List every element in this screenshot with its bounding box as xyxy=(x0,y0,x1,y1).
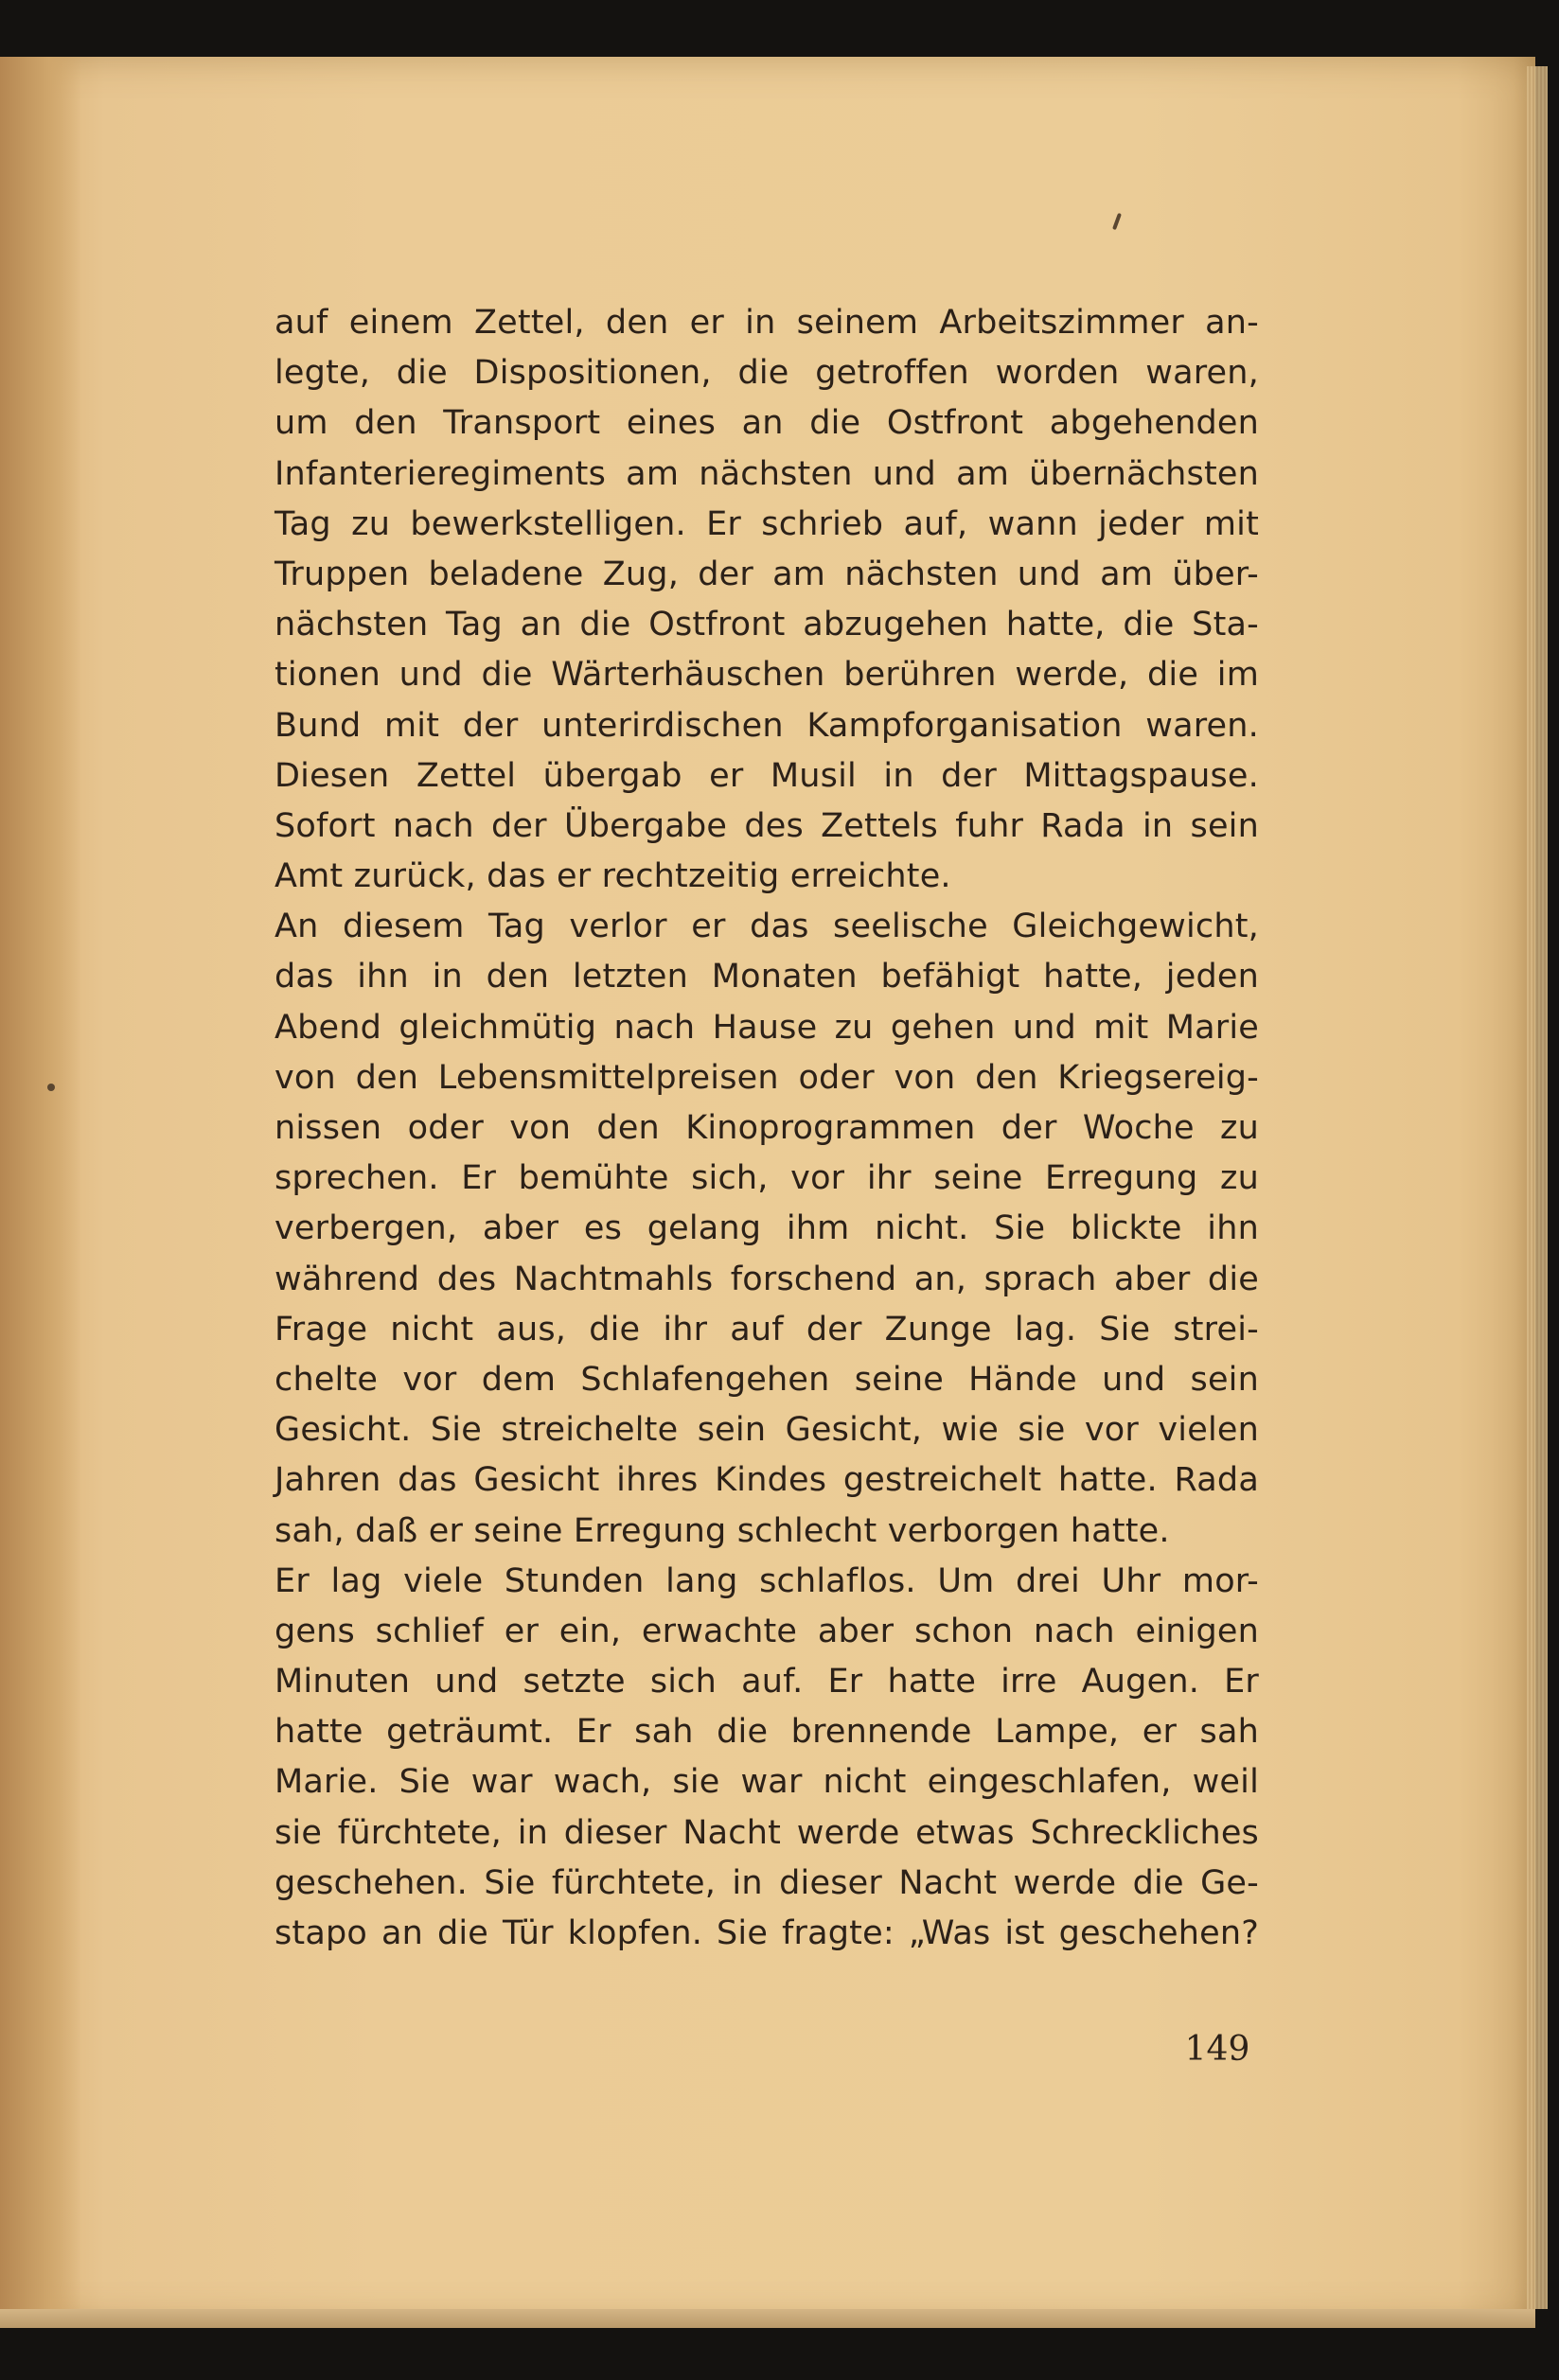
text-line: stapo an die Tür klopfen. Sie fragte: „Was ist geschehen? xyxy=(275,1914,1259,1952)
text-line: nissen oder von den Kinoprogrammen der Woche zu xyxy=(275,1109,1259,1147)
text-line: sie fürchtete, in dieser Nacht werde etwas Schreckliches xyxy=(275,1813,1259,1852)
text-line: Frage nicht aus, die ihr auf der Zunge lag. Sie strei- xyxy=(275,1310,1259,1349)
page-bottom-edge xyxy=(0,2309,1535,2328)
text-line: während des Nachtmahls forschend an, sprach aber die xyxy=(275,1260,1259,1298)
text-line: von den Lebensmittelpreisen oder von den Kriegsereig- xyxy=(275,1058,1259,1097)
page-number: 149 xyxy=(1184,2030,1250,2069)
text-line: nächsten Tag an die Ostfront abzugehen hatte, die Sta- xyxy=(275,606,1259,644)
book-gutter xyxy=(0,57,81,2323)
text-line: Abend gleichmütig nach Hause zu gehen und mit Marie xyxy=(275,1008,1259,1047)
text-line: das ihn in den letzten Monaten befähigt hatte, jeden xyxy=(275,958,1259,996)
text-line: um den Transport eines an die Ostfront abgehenden xyxy=(275,404,1259,443)
text-line: auf einem Zettel, den er in seinem Arbeitszimmer an- xyxy=(275,304,1259,342)
text-line: Gesicht. Sie streichelte sein Gesicht, wie sie vor vielen xyxy=(275,1411,1259,1450)
text-line: Jahren das Gesicht ihres Kindes gestreichelt hatte. Rada xyxy=(275,1461,1259,1500)
text-line: An diesem Tag verlor er das seelische Gleichgewicht, xyxy=(275,908,1259,946)
text-line: geschehen. Sie fürchtete, in dieser Nacht werde die Ge- xyxy=(275,1863,1259,1902)
text-line: Minuten und setzte sich auf. Er hatte irre Augen. Er xyxy=(275,1663,1259,1701)
text-line: Er lag viele Stunden lang schlaflos. Um drei Uhr mor- xyxy=(275,1561,1259,1600)
text-line: verbergen, aber es gelang ihm nicht. Sie blickte ihn xyxy=(275,1209,1259,1248)
text-line: Truppen beladene Zug, der am nächsten und am über- xyxy=(275,555,1259,593)
text-line: gens schlief er ein, erwachte aber schon nach einigen xyxy=(275,1612,1259,1650)
text-line: Diesen Zettel übergab er Musil in der Mittagspause. xyxy=(275,756,1259,795)
body-text xyxy=(275,298,1259,1959)
page-edge xyxy=(1527,66,1548,2309)
text-line: Amt zurück, das er rechtzeitig erreichte. xyxy=(275,857,951,896)
text-line: Tag zu bewerkstelligen. Er schrieb auf, wann jeder mit xyxy=(275,504,1259,543)
text-line: tionen und die Wärterhäuschen berühren werde, die im xyxy=(275,656,1259,695)
text-line: Marie. Sie war wach, sie war nicht eingeschlafen, weil xyxy=(275,1763,1259,1802)
paper-speck xyxy=(47,1084,55,1091)
text-line: Bund mit der unterirdischen Kampforganisation waren. xyxy=(275,706,1259,745)
text-line: sprechen. Er bemühte sich, vor ihr seine Erregung zu xyxy=(275,1159,1259,1198)
text-line: sah, daß er seine Erregung schlecht verborgen hatte. xyxy=(275,1511,1170,1550)
text-line: Sofort nach der Übergabe des Zettels fuhr Rada in sein xyxy=(275,806,1259,845)
text-line: hatte geträumt. Er sah die brennende Lampe, er sah xyxy=(275,1713,1259,1752)
text-line: legte, die Dispositionen, die getroffen worden waren, xyxy=(275,354,1259,393)
text-line: chelte vor dem Schlafengehen seine Hände und sein xyxy=(275,1360,1259,1399)
text-line: Infanterieregiments am nächsten und am übernächsten xyxy=(275,454,1259,493)
